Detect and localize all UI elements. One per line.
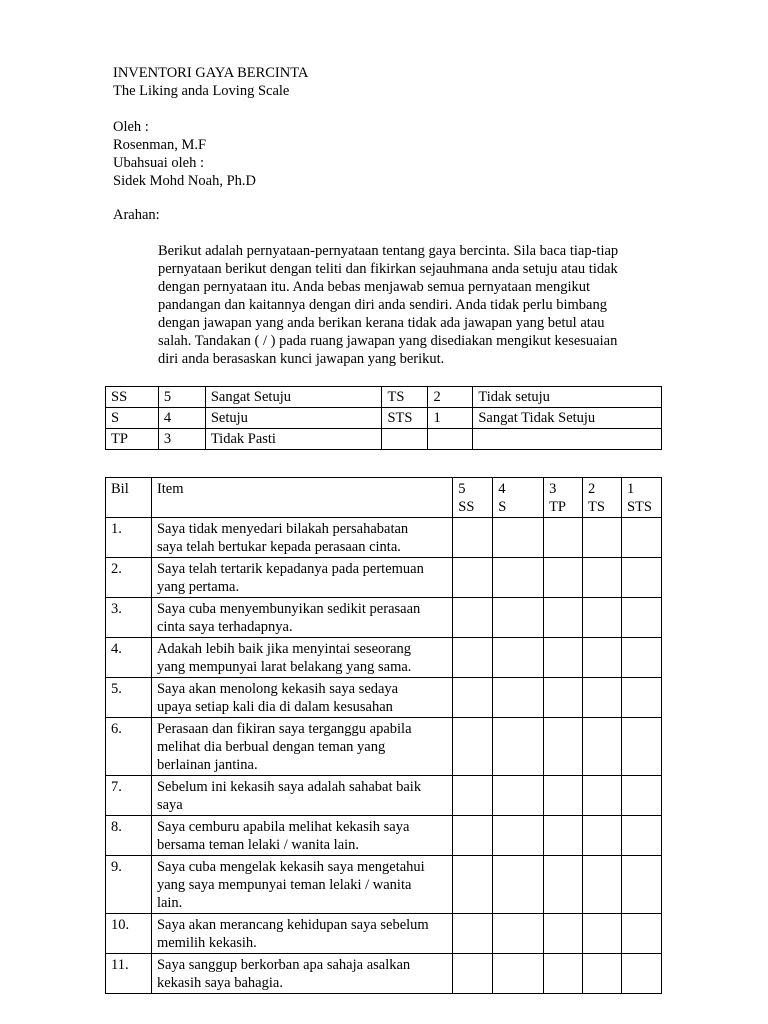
- item-row: [106, 914, 662, 954]
- item-row: [106, 856, 662, 914]
- answer-cell[interactable]: [583, 678, 622, 718]
- answer-key-cell: TS: [382, 387, 428, 408]
- instruction-line: dengan pernyataan itu. Anda bebas menjawab semua pernyataan mengikut: [158, 279, 591, 295]
- answer-cell[interactable]: [493, 718, 544, 776]
- answer-cell[interactable]: [493, 638, 544, 678]
- answer-cell[interactable]: [544, 518, 583, 558]
- item-row: [106, 718, 662, 776]
- answer-cell[interactable]: [453, 598, 493, 638]
- answer-cell[interactable]: [493, 776, 544, 816]
- answer-key-cell: Sangat Tidak Setuju: [473, 408, 662, 429]
- document-header: [113, 64, 308, 100]
- item-number: 3.: [106, 598, 152, 638]
- item-row: [106, 954, 662, 994]
- item-statement: [151, 518, 452, 558]
- answer-key-cell: 5: [158, 387, 205, 408]
- item-statement: [151, 776, 452, 816]
- item-number: 10.: [106, 914, 152, 954]
- items-header-row: [106, 478, 662, 518]
- item-statement-line: Saya tidak menyedari bilakah persahabatan: [156, 521, 409, 537]
- instructions-paragraph: [158, 242, 678, 368]
- document-subtitle: The Liking anda Loving Scale: [113, 83, 290, 99]
- item-statement-line: bersama teman lelaki / wanita lain.: [156, 837, 360, 853]
- item-row: [106, 518, 662, 558]
- item-statement: [151, 914, 452, 954]
- answer-cell[interactable]: [544, 638, 583, 678]
- answer-cell[interactable]: [621, 954, 661, 994]
- answer-cell[interactable]: [493, 914, 544, 954]
- answer-cell[interactable]: [621, 678, 661, 718]
- answer-key-cell: STS: [382, 408, 428, 429]
- item-number: 8.: [106, 816, 152, 856]
- item-number: 9.: [106, 856, 152, 914]
- answer-cell[interactable]: [621, 558, 661, 598]
- answer-cell[interactable]: [544, 856, 583, 914]
- item-statement-line: Adakah lebih baik jika menyintai seseorang: [156, 641, 412, 657]
- answer-key-cell: Tidak setuju: [473, 387, 662, 408]
- item-statement: [151, 816, 452, 856]
- answer-cell[interactable]: [493, 598, 544, 638]
- item-number: 11.: [106, 954, 152, 994]
- answer-cell[interactable]: [453, 718, 493, 776]
- answer-cell[interactable]: [453, 678, 493, 718]
- answer-cell[interactable]: [493, 518, 544, 558]
- answer-cell[interactable]: [621, 776, 661, 816]
- answer-cell[interactable]: [583, 776, 622, 816]
- item-statement-line: yang saya mempunyai teman lelaki / wanita: [156, 877, 412, 893]
- item-statement-line: Perasaan dan fikiran saya terganggu apabila: [156, 721, 412, 737]
- answer-cell[interactable]: [583, 816, 622, 856]
- item-statement-line: Saya akan merancang kehidupan saya sebelum: [156, 917, 429, 933]
- instructions-label: Arahan:: [113, 207, 160, 223]
- item-statement: [151, 954, 452, 994]
- item-statement-line: melihat dia berbual dengan teman yang: [156, 739, 386, 755]
- answer-cell[interactable]: [493, 678, 544, 718]
- answer-key-table: [105, 386, 662, 450]
- instruction-line: pernyataan berikut dengan teliti dan fikirkan sejauhmana anda setuju atau tidak: [158, 261, 618, 277]
- answer-key-cell: SS: [106, 387, 159, 408]
- answer-key-cell: Sangat Setuju: [205, 387, 382, 408]
- instruction-line: dengan jawapan yang anda berikan kerana tidak ada jawapan yang betul atau: [158, 315, 605, 331]
- item-statement-line: Saya telah tertarik kepadanya pada pertemuan: [156, 561, 424, 577]
- answer-key-cell: Setuju: [205, 408, 382, 429]
- answer-cell[interactable]: [621, 914, 661, 954]
- answer-cell[interactable]: [544, 954, 583, 994]
- instruction-line: salah. Tandakan ( / ) pada ruang jawapan yang disediakan mengikut kesesuaian: [158, 333, 618, 349]
- answer-cell[interactable]: [453, 638, 493, 678]
- answer-cell[interactable]: [544, 718, 583, 776]
- item-row: [106, 678, 662, 718]
- answer-cell[interactable]: [493, 856, 544, 914]
- item-number: 1.: [106, 518, 152, 558]
- answer-key-cell: S: [106, 408, 159, 429]
- scale-header: 5 SS: [453, 478, 493, 518]
- authorship: [113, 118, 256, 190]
- answer-cell[interactable]: [583, 638, 622, 678]
- answer-cell[interactable]: [583, 598, 622, 638]
- item-statement-line: lain.: [156, 895, 183, 911]
- answer-cell[interactable]: [453, 776, 493, 816]
- item-statement: [151, 558, 452, 598]
- item-statement: [151, 638, 452, 678]
- answer-cell[interactable]: [493, 816, 544, 856]
- answer-key-cell: Tidak Pasti: [205, 429, 382, 450]
- author-name: Rosenman, M.F: [113, 137, 207, 153]
- document-title: INVENTORI GAYA BERCINTA: [113, 65, 309, 81]
- item-number: 7.: [106, 776, 152, 816]
- adapted-label: Ubahsuai oleh :: [113, 155, 205, 171]
- item-row: [106, 638, 662, 678]
- answer-cell[interactable]: [453, 954, 493, 994]
- answer-cell[interactable]: [544, 558, 583, 598]
- answer-cell[interactable]: [544, 776, 583, 816]
- answer-key-cell: 4: [158, 408, 205, 429]
- instruction-line: Berikut adalah pernyataan-pernyataan tentang gaya bercinta. Sila baca tiap-tiap: [158, 243, 619, 259]
- answer-cell[interactable]: [583, 558, 622, 598]
- scale-header: 3 TP: [544, 478, 583, 518]
- answer-cell[interactable]: [621, 816, 661, 856]
- answer-key-row: [106, 429, 662, 450]
- answer-cell[interactable]: [544, 598, 583, 638]
- answer-cell[interactable]: [621, 598, 661, 638]
- item-statement-line: Saya akan menolong kekasih saya sedaya: [156, 681, 399, 697]
- answer-key-cell: [428, 429, 473, 450]
- item-statement: [151, 718, 452, 776]
- answer-cell[interactable]: [453, 856, 493, 914]
- answer-key-cell: [382, 429, 428, 450]
- answer-cell[interactable]: [453, 558, 493, 598]
- answer-cell[interactable]: [544, 678, 583, 718]
- item-statement-line: Saya cuba menyembunyikan sedikit perasaan: [156, 601, 421, 617]
- bil-header: Bil: [106, 478, 152, 518]
- answer-key-row: [106, 387, 662, 408]
- answer-cell[interactable]: [453, 816, 493, 856]
- answer-cell[interactable]: [583, 914, 622, 954]
- answer-key-cell: TP: [106, 429, 159, 450]
- item-row: [106, 558, 662, 598]
- item-statement-line: berlainan jantina.: [156, 757, 258, 773]
- answer-cell[interactable]: [621, 718, 661, 776]
- instruction-line: diri anda berasaskan kunci jawapan yang berikut.: [158, 351, 445, 367]
- item-statement-line: kekasih saya bahagia.: [156, 975, 283, 991]
- answer-cell[interactable]: [544, 816, 583, 856]
- item-header: Item: [151, 478, 452, 518]
- item-statement-line: saya telah bertukar kepada perasaan cinta.: [156, 539, 401, 555]
- answer-cell[interactable]: [583, 954, 622, 994]
- item-statement-line: memilih kekasih.: [156, 935, 257, 951]
- scale-header: 1 STS: [621, 478, 661, 518]
- answer-key-row: [106, 408, 662, 429]
- item-statement-line: cinta saya terhadapnya.: [156, 619, 293, 635]
- item-row: [106, 598, 662, 638]
- item-number: 6.: [106, 718, 152, 776]
- item-statement-line: upaya setiap kali dia di dalam kesusahan: [156, 699, 393, 715]
- answer-key-cell: [473, 429, 662, 450]
- item-statement: [151, 678, 452, 718]
- item-number: 2.: [106, 558, 152, 598]
- answer-cell[interactable]: [621, 856, 661, 914]
- inventory-items-table: [105, 477, 662, 994]
- item-statement-line: Sebelum ini kekasih saya adalah sahabat baik: [156, 779, 422, 795]
- answer-key-cell: 2: [428, 387, 473, 408]
- item-statement-line: yang mempunyai larat belakang yang sama.: [156, 659, 412, 675]
- item-statement: [151, 598, 452, 638]
- answer-cell[interactable]: [493, 954, 544, 994]
- item-statement-line: yang pertama.: [156, 579, 240, 595]
- item-number: 5.: [106, 678, 152, 718]
- answer-cell[interactable]: [493, 558, 544, 598]
- adapter-name: Sidek Mohd Noah, Ph.D: [113, 173, 256, 189]
- item-statement-line: Saya cemburu apabila melihat kekasih saya: [156, 819, 410, 835]
- answer-key-cell: 3: [158, 429, 205, 450]
- answer-cell[interactable]: [621, 638, 661, 678]
- item-statement-line: saya: [156, 797, 183, 813]
- answer-cell[interactable]: [583, 856, 622, 914]
- answer-cell[interactable]: [621, 518, 661, 558]
- item-row: [106, 776, 662, 816]
- instruction-line: pandangan dan kaitannya dengan diri anda sendiri. Anda tidak perlu bimbang: [158, 297, 607, 313]
- item-statement-line: Saya cuba mengelak kekasih saya mengetahui: [156, 859, 425, 875]
- scale-header: 2 TS: [583, 478, 622, 518]
- scale-header: 4 S: [493, 478, 544, 518]
- item-number: 4.: [106, 638, 152, 678]
- answer-cell[interactable]: [583, 518, 622, 558]
- answer-cell[interactable]: [583, 718, 622, 776]
- answer-key-cell: 1: [428, 408, 473, 429]
- item-row: [106, 816, 662, 856]
- answer-cell[interactable]: [453, 914, 493, 954]
- answer-cell[interactable]: [453, 518, 493, 558]
- item-statement-line: Saya sanggup berkorban apa sahaja asalkan: [156, 957, 411, 973]
- item-statement: [151, 856, 452, 914]
- by-label: Oleh :: [113, 119, 149, 135]
- answer-cell[interactable]: [544, 914, 583, 954]
